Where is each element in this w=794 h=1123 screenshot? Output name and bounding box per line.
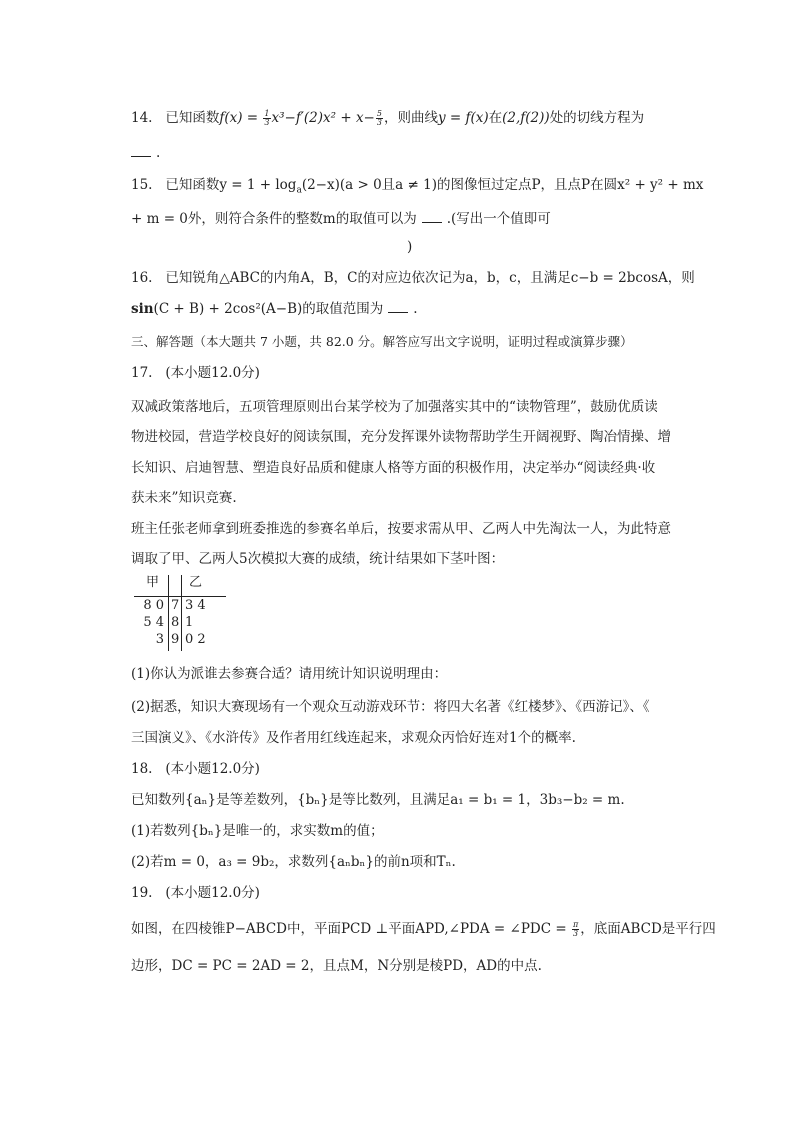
stem-leaf-stem: 8: [171, 615, 180, 630]
stem-leaf-header-right: 乙: [189, 575, 203, 590]
stem-leaf-stem: 7: [171, 598, 180, 613]
q15-line2: + m = 0外，则符合条件的整数m的取值可以为 .(写出一个值即可: [131, 211, 551, 227]
q17-paragraph-line: 获未来”知识竞赛.: [131, 490, 237, 506]
q15-line1: 15. 已知函数$y = 1 + \log_a(2-x)(a > 0$且a ≠ 1)的图像恒过定点P，且点P在圆x² + y² + mx: [131, 177, 704, 196]
q19-header: 19. (本小题12.0分): [131, 885, 260, 901]
q18-paragraph-line: 已知数列{aₙ}是等差数列，{bₙ}是等比数列，且满足a₁ = b₁ = 1，3b₃−b₂ = m.: [131, 792, 625, 808]
fraction: $\frac{5}{3}$: [376, 109, 382, 127]
q17-subquestion-1: (1)你认为派谁去参赛合适？请用统计知识说明理由：: [131, 666, 448, 682]
q19-paragraph-line: 如图，在四棱锥P−ABCD中，平面PCD ⊥平面APD,∠PDA = ∠PDC = $\frac{\pi}{3}$ ，底面ABCD是平行四: [131, 920, 716, 938]
q17-paragraph-line: 长知识、启迪智慧、塑造良好品质和健康人格等方面的积极作用，决定举办“阅读经典·收: [131, 460, 656, 476]
q14-line2: .: [131, 144, 160, 162]
q14-line1: 14. 已知函数f(x) = $\frac{1}{3}$ x³−f′(2)x² + x− $\frac{5}{3}$ ，则曲线y = f(x)在(2,f(2))处的切线方程为: [131, 109, 645, 127]
q17-paragraph-line: 班主任张老师拿到班委推选的参赛名单后，按要求需从甲、乙两人中先淘汰一人，为此特意: [131, 521, 671, 537]
q16-line2: sin(C + B) + 2cos²(A−B)的取值范围为 .: [131, 301, 418, 317]
stem-leaf-stem: 9: [171, 632, 180, 647]
answer-blank[interactable]: [131, 144, 151, 157]
stem-leaf-left-rule: [168, 575, 169, 651]
q16-line1: 16. 已知锐角△ABC的内角A，B，C的对应边依次记为a，b，c，且满足c−b = 2bcosA，则: [131, 270, 695, 286]
q18-number: 18.: [131, 761, 153, 777]
stem-leaf-right-leaves: 3 4: [185, 598, 206, 613]
q17-subquestion-2-cont: 三国演义》、《水浒传》及作者用红线连起来，求观众丙恰好连对1个的概率.: [131, 730, 576, 746]
q15-number: 15.: [131, 177, 153, 193]
fraction: $\frac{1}{3}$: [264, 109, 270, 127]
stem-leaf-header-rule: [134, 596, 226, 597]
stem-leaf-right-rule: [181, 575, 182, 651]
stem-leaf-right-leaves: 1: [185, 615, 194, 630]
q16-number: 16.: [131, 270, 153, 286]
q18-subquestion-2: (2)若m = 0，a₃ = 9b₂，求数列{aₙbₙ}的前n项和Tₙ.: [131, 854, 456, 870]
fraction: $\frac{\pi}{3}$: [572, 920, 579, 938]
stem-leaf-left-leaves: 3: [155, 632, 164, 647]
q17-subquestion-2: (2)据悉，知识大赛现场有一个观众互动游戏环节：将四大名著《红楼梦》、《西游记》、《: [131, 699, 650, 715]
stem-leaf-left-leaves: 8 0: [143, 598, 164, 613]
q18-header: 18. (本小题12.0分): [131, 761, 260, 777]
q18-subquestion-1: (1)若数列{bₙ}是唯一的，求实数m的值；: [131, 823, 384, 839]
q15-line3: ): [407, 239, 413, 255]
q17-header: 17. (本小题12.0分): [131, 365, 260, 381]
q17-paragraph-line: 双减政策落地后，五项管理原则出台某学校为了加强落实其中的“读物管理”，鼓励优质读: [131, 399, 658, 415]
q17-paragraph-line: 物进校园，营造学校良好的阅读氛围，充分发挥课外读物帮助学生开阔视野、陶冶情操、增: [131, 429, 671, 445]
section-heading: 三、解答题（本大题共 7 小题，共 82.0 分。解答应写出文字说明，证明过程或演算步骤）: [131, 334, 633, 349]
stem-leaf-plot: [134, 575, 226, 651]
stem-leaf-right-leaves: 0 2: [185, 632, 206, 647]
q17-number: 17.: [131, 365, 153, 381]
stem-leaf-header-left: 甲: [146, 575, 160, 590]
answer-blank[interactable]: [388, 300, 408, 313]
stem-leaf-left-leaves: 5 4: [143, 615, 164, 630]
q17-paragraph-line: 调取了甲、乙两人5次模拟大赛的成绩，统计结果如下茎叶图：: [131, 551, 505, 567]
answer-blank[interactable]: [422, 210, 442, 223]
q19-number: 19.: [131, 885, 153, 901]
q19-paragraph-line: 边形，DC = PC = 2AD = 2，且点M，N分别是棱PD，AD的中点.: [131, 958, 542, 974]
q14-number: 14.: [131, 110, 153, 126]
